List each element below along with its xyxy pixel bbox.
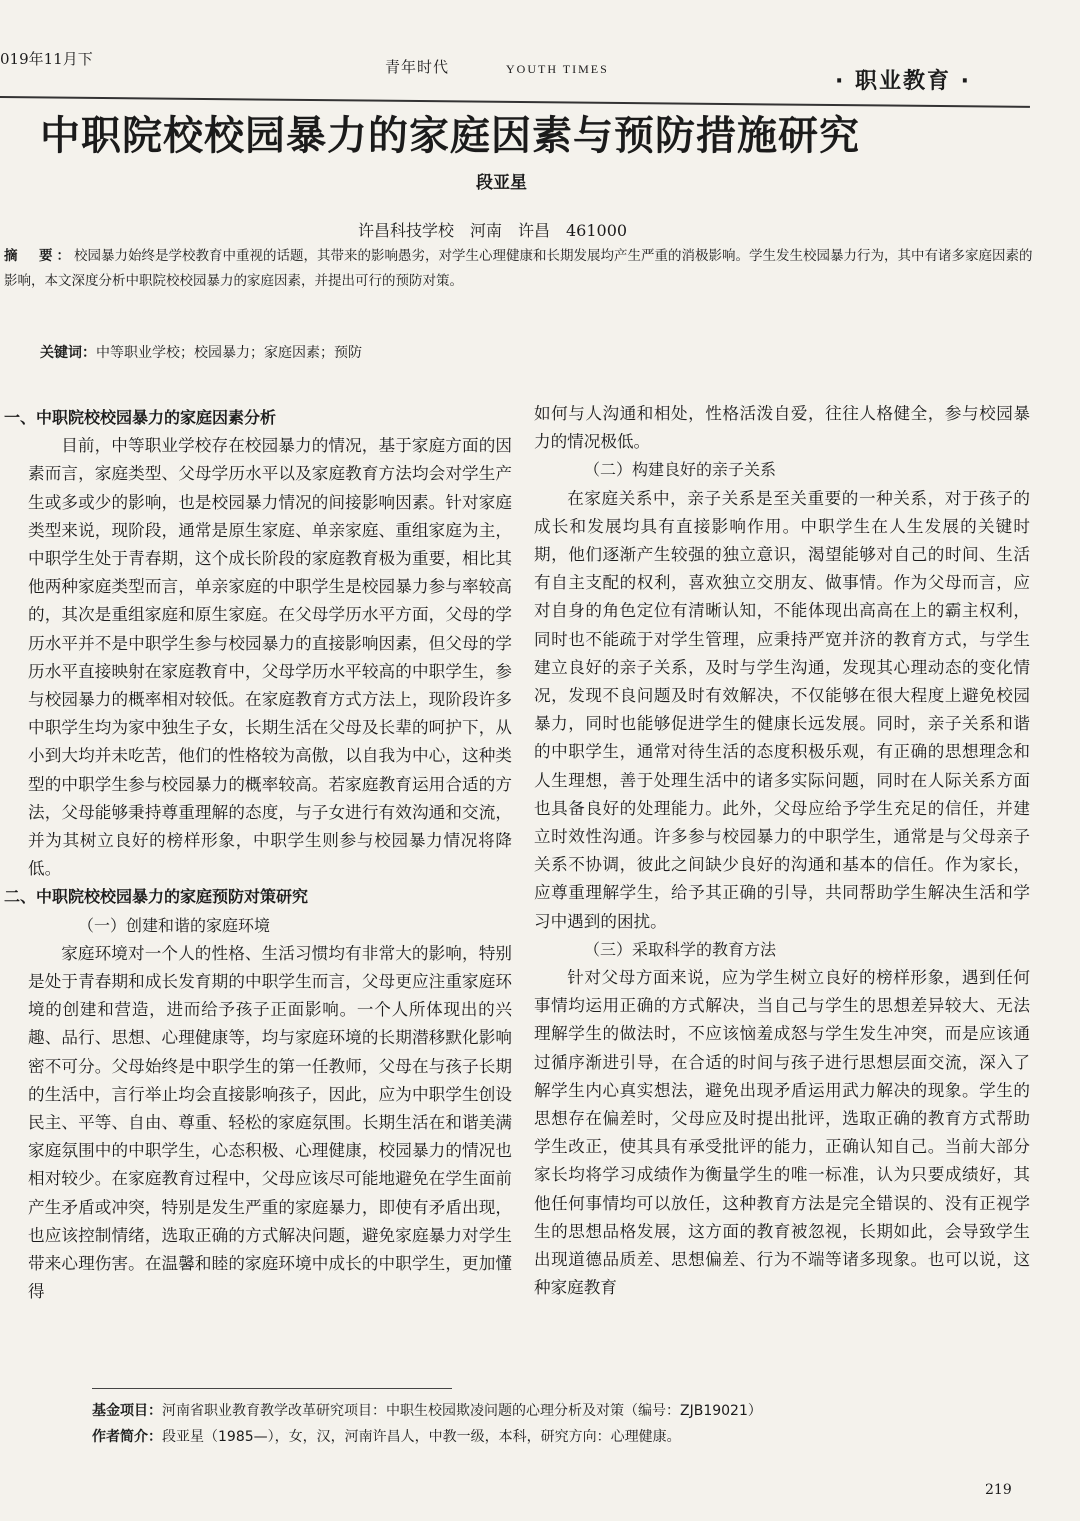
subsection-heading-2: （二）构建良好的亲子关系 [584,460,777,480]
body-column-left [4,404,512,1307]
subsection-heading-1: （一）创建和谐的家庭环境 [78,915,271,935]
body-paragraph: 针对父母方面来说，应为学生树立良好的榜样形象，遇到任何事情均运用正确的方式解决，当自己与学生的思想差异较大、无法理解学生的做法时，不应该恼羞成怒与学生发生冲突，而是应该通过循序渐进引导，在合适的时间与孩子进行思想层面交流，深入了解学生内心真实想法，避免出现矛盾运用武力解决的现象。学生的思想存在偏差时，父母应及时提出批评，选取正确的教育方式帮助学生改正，使其具有承受批评的能力，正确认知自己。当前大部分家长均将学习成绩作为衡量学生的唯一标准，认为只要成绩好，其他任何事情均可以放任，这种教育方法是完全错误的、没有正视学生的思想品格发展，这方面的教育被忽视，长期如此，会导致学生出现道德品质差、思想偏差、行为不端等诸多现象。也可以说，这种家庭教育 [534,968,1030,1298]
author-bio-text: 段亚星（1985—），女，汉，河南许昌人，中教一级，本科，研究方向：心理健康。 [162,1429,681,1445]
article-title: 中职院校校园暴力的家庭因素与预防措施研究 [40,112,860,159]
section-heading-2: 二、中职院校校园暴力的家庭预防对策研究 [4,887,309,907]
author-affiliation: 许昌科技学校 河南 许昌 461000 [358,221,628,240]
body-paragraph: 目前，中等职业学校存在校园暴力的情况，基于家庭方面的因素而言，家庭类型、父母学历水平以及家庭教育方法均会对学生产生或多或少的影响，也是校园暴力情况的间接影响因素。针对家庭类型来说，现阶段，通常是原生家庭、单亲家庭、重组家庭为主，中职学生处于青春期，这个成长阶段的家庭教育极为重要，相比其他两种家庭类型而言，单亲家庭的中职学生是校园暴力参与率较高的，其次是重组家庭和原生家庭。在父母学历水平方面，父母的学历水平并不是中职学生参与校园暴力的直接影响因素，但父母的学历水平直接映射在家庭教育中，父母学历水平较高的中职学生，参与校园暴力的概率相对较低。在家庭教育方式方法上，现阶段许多中职学生均为家中独生子女，长期生活在父母及长辈的呵护下，从小到大均并未吃苦，他们的性格较为高傲，以自我为中心，这种类型的中职学生参与校园暴力的概率较高。若家庭教育运用合适的方法，父母能够秉持尊重理解的态度，与子女进行有效沟通和交流，并为其树立良好的榜样形象，中职学生则参与校园暴力情况将降低。 [28,436,512,879]
keywords [40,342,362,362]
page-number: 219 [985,1482,1012,1498]
header-journal-title-en: YOUTH TIMES [506,62,609,76]
subsection-heading-3: （三）采取科学的教育方法 [584,939,777,959]
author-bio-label: 作者简介： [92,1429,162,1445]
abstract-label: 摘 要： [4,248,74,264]
body-paragraph: 在家庭关系中，亲子关系是至关重要的一种关系，对于孩子的成长和发展均具有直接影响作用。中职学生在人生发展的关键时期，他们逐渐产生较强的独立意识，渴望能够对自己的时间、生活有自主支配的权利，喜欢独立交朋友、做事情。作为父母而言，应对自身的角色定位有清晰认知，不能体现出高高在上的霸主权利，同时也不能疏于对学生管理，应秉持严宽并济的教育方式，与学生建立良好的亲子关系，及时与学生沟通，发现其心理动态的变化情况，发现不良问题及时有效解决，不仅能够在很大程度上避免校园暴力，同时也能够促进学生的健康长远发展。同时，亲子关系和谐的中职学生，通常对待生活的态度积极乐观，有正确的思想理念和人生理想，善于处理生活中的诸多实际问题，同时在人际关系方面也具备良好的处理能力。此外，父母应给予学生充足的信任，并建立时效性沟通。许多参与校园暴力的中职学生，通常是与父母亲子关系不协调，彼此之间缺少良好的沟通和基本的信任。作为家长，应尊重理解学生，给予其正确的引导，共同帮助学生解决生活和学习中遇到的困扰。 [534,488,1030,931]
author-note [92,1424,1042,1450]
header-date: 019年11月下 [0,50,93,68]
fund-text: 河南省职业教育教学改革研究项目：中职生校园欺凌问题的心理分析及对策（编号：ZJB19021） [162,1403,762,1419]
header-journal-title: 青年时代 [385,58,450,76]
footnote-divider [92,1388,452,1389]
footnote [92,1398,1042,1450]
header-section-name: · 职业教育 · [835,69,972,94]
fund-label: 基金项目： [92,1403,162,1419]
keywords-label: 关键词： [40,345,96,361]
body-paragraph-continued: 如何与人沟通和相处，性格活泼自爱，往往人格健全，参与校园暴力的情况极低。 [534,404,1030,452]
abstract-text: 校园暴力始终是学校教育中重视的话题，其带来的影响愚劣，对学生心理健康和长期发展均产生严重的消极影响。学生发生校园暴力行为，其中有诸多家庭因素的影响，本文深度分析中职院校校园暴力的家庭因素，并提出可行的预防对策。 [4,248,1033,289]
abstract [4,244,1034,294]
keywords-text: 中等职业学校；校园暴力；家庭因素；预防 [96,345,362,361]
body-paragraph: 家庭环境对一个人的性格、生活习惯均有非常大的影响，特别是处于青春期和成长发育期的中职学生而言，父母更应注重家庭环境的创建和营造，进而给予孩子正面影响。一个人所体现出的兴趣、品行、思想、心理健康等，均与家庭环境的长期潜移默化影响密不可分。父母始终是中职学生的第一任教师，父母在与孩子长期的生活中，言行举止均会直接影响孩子，因此，应为中职学生创设民主、平等、自由、尊重、轻松的家庭氛围。长期生活在和谐美满家庭氛围中的中职学生，心态积极、心理健康，校园暴力的情况也相对较少。在家庭教育过程中，父母应该尽可能地避免在学生面前产生矛盾或冲突，特别是发生严重的家庭暴力，即使有矛盾出现，也应该控制情绪，选取正确的方式解决问题，避免家庭暴力对学生带来心理伤害。在温馨和睦的家庭环境中成长的中职学生，更加懂得 [28,943,512,1302]
fund-note [92,1398,1042,1424]
body-column-right [534,400,1030,1303]
section-heading-1: 一、中职院校校园暴力的家庭因素分析 [4,408,277,427]
article-author: 段亚星 [476,173,527,193]
